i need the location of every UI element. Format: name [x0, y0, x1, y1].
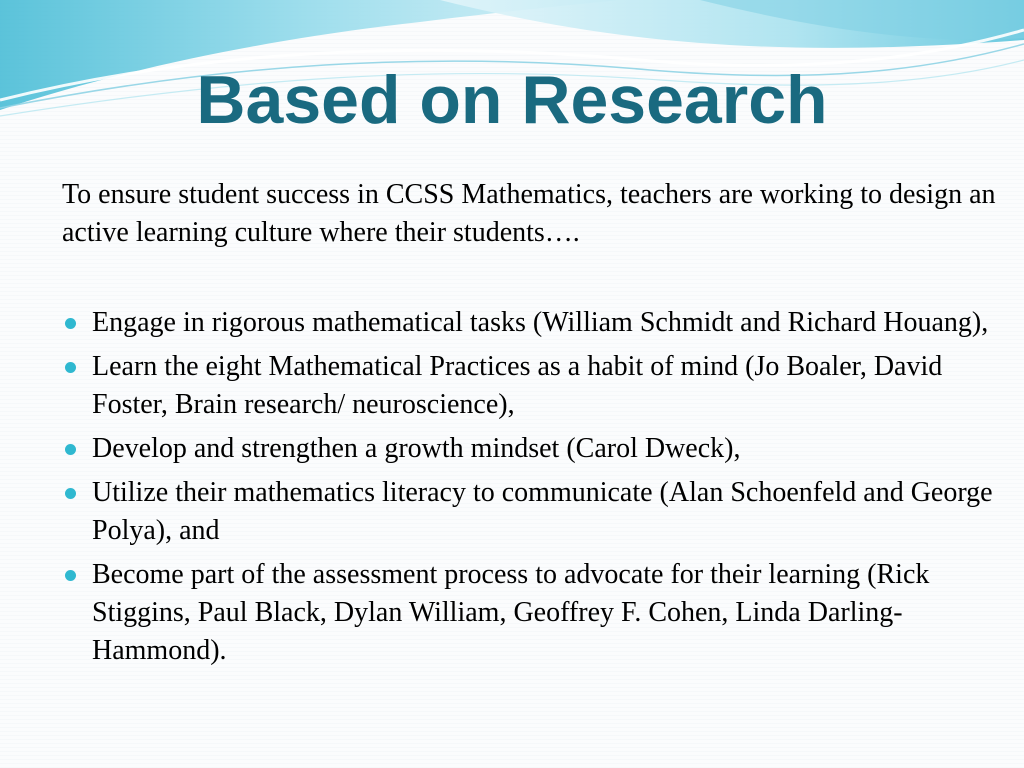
research-bullet-list — [62, 304, 1012, 676]
bullet-dot-icon — [65, 318, 76, 329]
bullet-text: Engage in rigorous mathematical tasks (William Schmidt and Richard Houang), — [92, 307, 989, 338]
bullet-text: Learn the eight Mathematical Practices as a habit of mind (Jo Boaler, David Foster, Brain research/ neuroscience), — [92, 351, 943, 420]
list-item — [62, 430, 1012, 468]
list-item — [62, 304, 1012, 342]
bullet-text: Develop and strengthen a growth mindset (Carol Dweck), — [92, 433, 741, 464]
bullet-text: Utilize their mathematics literacy to communicate (Alan Schoenfeld and George Polya), and — [92, 477, 993, 546]
bullet-dot-icon — [65, 444, 76, 455]
slide-title: Based on Research — [196, 62, 828, 138]
list-item — [62, 556, 1012, 670]
bullet-dot-icon — [65, 488, 76, 499]
list-item — [62, 474, 1012, 550]
bullet-text: Become part of the assessment process to advocate for their learning (Rick Stiggins, Paul Black, Dylan William, Geoffrey F. Cohen, Linda Darling-Hammond). — [92, 559, 930, 666]
bullet-dot-icon — [65, 570, 76, 581]
list-item — [62, 348, 1012, 424]
bullet-dot-icon — [65, 362, 76, 373]
intro-paragraph: To ensure student success in CCSS Mathematics, teachers are working to design an active learning culture where their students…. — [62, 179, 996, 248]
